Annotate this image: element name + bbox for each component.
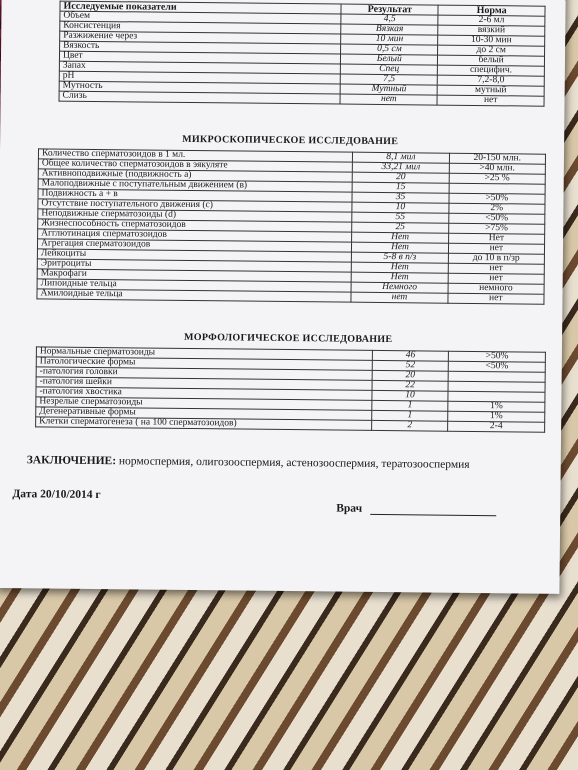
param-cell: Слизь [59, 91, 340, 104]
result-cell: 10 [352, 202, 448, 213]
morph-table [35, 346, 546, 432]
header-param: Исследуемые показатели [60, 1, 341, 14]
result-cell: 35 [352, 192, 448, 203]
param-cell: -патология шейки [36, 377, 372, 391]
param-cell: Лейкоциты [37, 249, 351, 262]
param-cell: Разжижение через [60, 31, 341, 44]
result-cell: 55 [352, 212, 448, 223]
result-cell: 1 [372, 410, 448, 421]
result-cell: нет [351, 292, 447, 303]
param-cell: Малоподвижные с поступательным движением (в) [38, 179, 352, 192]
result-cell: 25 [352, 222, 448, 233]
norm-cell: >75% [448, 223, 544, 234]
result-cell: Нет [352, 262, 448, 273]
result-cell: 4,5 [341, 14, 438, 25]
param-cell: Запах [59, 61, 340, 74]
result-cell: Белый [341, 54, 438, 65]
result-cell: 1 [372, 400, 448, 411]
param-cell: Цвет [59, 51, 340, 64]
param-cell: Активноподвижные (подвижность а) [38, 169, 352, 182]
param-cell: Незрелые сперматозоиды [36, 397, 372, 411]
result-cell: 2 [372, 420, 448, 431]
norm-cell: 20-150 млн. [449, 153, 545, 164]
param-cell: Нормальные сперматозоиды [36, 347, 372, 361]
norm-cell: 2-6 мл [438, 15, 545, 26]
result-cell: Мутный [340, 84, 437, 95]
header-result: Результат [341, 4, 438, 15]
norm-cell: <50% [448, 213, 544, 224]
param-cell: Агрегация сперматозоидов [37, 239, 351, 252]
norm-cell: 2-4 [448, 421, 545, 432]
norm-cell: специфич. [438, 65, 545, 76]
result-cell: 7,5 [341, 74, 438, 85]
result-cell: 8,1 мил [353, 152, 449, 163]
param-cell: pH [59, 71, 340, 84]
param-cell: Мутность [59, 81, 340, 94]
norm-cell: >25 % [449, 173, 545, 184]
norm-cell: 10-30 мин [438, 35, 545, 46]
norm-cell: немного [448, 283, 544, 294]
param-cell: Эритроциты [37, 259, 351, 272]
param-cell: Макрофаги [37, 269, 351, 282]
param-cell: Вязкость [60, 41, 341, 54]
result-cell: 33,21 мил [353, 162, 449, 173]
param-cell: Общее количество сперматозоидов в эякуляте [38, 159, 352, 172]
param-cell: Амилоидные тельца [37, 289, 351, 302]
header-norm: Норма [438, 5, 545, 16]
result-cell: 46 [372, 350, 448, 361]
micro-table [36, 148, 546, 304]
result-cell: 0,5 см [341, 44, 438, 55]
signature-line [370, 502, 496, 516]
norm-cell: мутный [437, 85, 544, 96]
conclusion-text: нормоспермия, олигозооспермия, астенозооспермия, тератозооспермия [118, 455, 470, 471]
param-cell: Неподвижные сперматозоиды (d) [38, 209, 352, 222]
norm-cell: <50% [448, 361, 545, 372]
norm-cell: белый [438, 55, 545, 66]
norm-cell: 1% [448, 411, 545, 422]
result-cell: нет [340, 94, 437, 105]
result-cell: 10 [372, 390, 448, 401]
param-cell: Клетки сперматогенеза ( на 100 сперматозоидов) [36, 417, 372, 431]
morph-section-title: МОРФОЛОГИЧЕСКОЕ ИССЛЕДОВАНИЕ [184, 331, 393, 346]
param-cell: Подвижность а + в [38, 189, 352, 202]
param-cell: Липоидные тельца [37, 279, 351, 292]
norm-cell: до 10 в п/зр [448, 253, 544, 264]
norm-cell: нет [448, 293, 544, 304]
result-cell: 20 [353, 172, 449, 183]
result-cell: 52 [372, 360, 448, 371]
conclusion [27, 454, 470, 471]
norm-cell: нет [448, 263, 544, 274]
norm-cell: >40 млн. [449, 163, 545, 174]
param-cell: Объем [60, 11, 341, 24]
norm-cell: нет [448, 243, 544, 254]
param-cell: Количество сперматозоидов в 1 мл. [38, 149, 352, 162]
param-cell: Агглютинация сперматозоидов [38, 229, 352, 242]
param-cell: Патологические формы [36, 357, 372, 371]
conclusion-label: ЗАКЛЮЧЕНИЕ: [26, 454, 117, 468]
result-cell: 15 [352, 182, 448, 193]
doctor-signature [336, 502, 496, 517]
norm-cell: нет [448, 273, 544, 284]
result-cell: Нет [352, 232, 448, 243]
doctor-label: Врач [336, 502, 363, 515]
norm-cell: 1% [448, 401, 545, 412]
result-cell: Нет [352, 242, 448, 253]
param-cell: -патология головки [36, 367, 372, 381]
param-cell: Консистенция [60, 21, 341, 34]
result-cell: 10 мин [341, 34, 438, 45]
result-cell: 5-8 в п/з [352, 252, 448, 263]
result-cell: 20 [372, 370, 448, 381]
result-cell: Немного [351, 282, 447, 293]
macro-table [59, 1, 546, 107]
norm-cell: >50% [449, 351, 546, 362]
param-cell: Дегенеративные формы [36, 407, 372, 421]
param-cell: Жизнеспособность сперматозоидов [38, 219, 352, 232]
norm-cell: >50% [449, 193, 545, 204]
micro-section-title: МИКРОСКОПИЧЕСКОЕ ИССЛЕДОВАНИЕ [182, 133, 399, 148]
norm-cell: 7,2-8,0 [438, 75, 545, 86]
result-cell: 22 [372, 380, 448, 391]
result-cell: Спец [341, 64, 438, 75]
report-date: Дата 20/10/2014 г [12, 488, 101, 502]
norm-cell: нет [437, 95, 544, 106]
norm-cell: до 2 см [438, 45, 545, 56]
param-cell: -патология хвостика [36, 387, 372, 401]
result-cell: Нет [351, 272, 447, 283]
param-cell: Отсутствие поступательного движения (с) [38, 199, 352, 212]
norm-cell: 2% [449, 203, 545, 214]
norm-cell: вязкий [438, 25, 545, 36]
norm-cell: Нет [448, 233, 544, 244]
result-cell: Вязкая [341, 24, 438, 35]
